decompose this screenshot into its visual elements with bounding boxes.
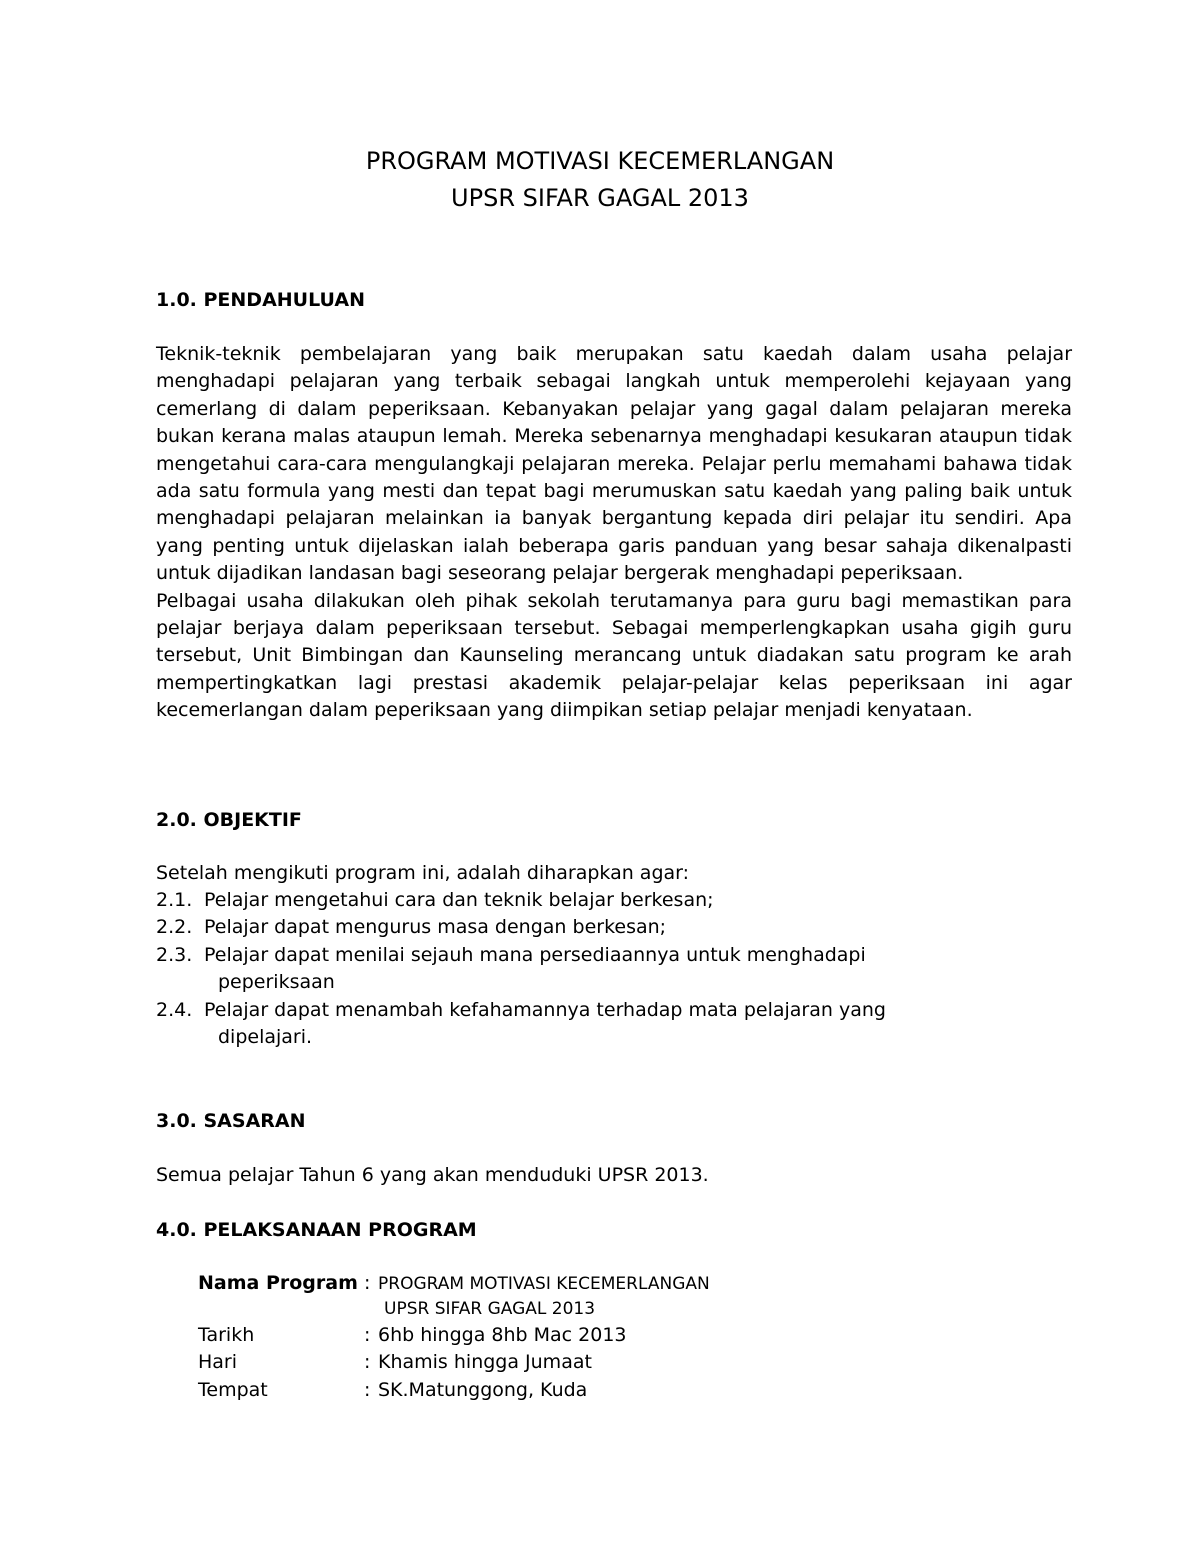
objektif-item-body xyxy=(204,942,986,997)
program-colon: : xyxy=(364,1378,371,1401)
document-title-line-1: PROGRAM MOTIVASI KECEMERLANGAN xyxy=(365,147,835,175)
program-value-nama xyxy=(374,1270,710,1322)
objektif-item-text: Pelajar mengetahui cara dan teknik belajar berkesan; xyxy=(204,889,714,911)
objektif-item-number: 2.1. xyxy=(156,889,193,911)
objektif-item-number: 2.3. xyxy=(156,943,193,966)
program-row-tempat xyxy=(198,1377,710,1404)
program-label-tempat: Tempat xyxy=(198,1378,268,1401)
pendahuluan-body xyxy=(156,341,1072,725)
program-row-hari xyxy=(198,1349,710,1376)
program-label-hari: Hari xyxy=(198,1351,238,1374)
objektif-item xyxy=(156,887,986,914)
objektif-list xyxy=(156,887,986,1051)
program-value-tarikh: 6hb hingga 8hb Mac 2013 xyxy=(378,1324,627,1346)
program-colon: : xyxy=(364,1351,371,1374)
objektif-item-continuation: dipelajari. xyxy=(218,1026,313,1049)
objektif-item-text: Pelajar dapat menambah kefahamannya terhadap mata pelajaran yang xyxy=(204,998,886,1021)
objektif-item xyxy=(156,997,986,1052)
objektif-intro: Setelah mengikuti program ini, adalah diharapkan agar: xyxy=(156,862,690,884)
pendahuluan-paragraph-1: Teknik-teknik pembelajaran yang baik merupakan satu kaedah dalam usaha pelajar menghadapi pelajaran yang terbaik sebagai langkah untuk memperolehi kejayaan yang cemerlang di dalam peperiksaan. Kebanyakan pelajar yang gagal dalam pelajaran mereka bukan kerana malas ataupun lemah. Mereka sebenarnya menghadapi kesukaran ataupun tidak mengetahui cara-cara mengulangkaji pelajaran mereka. Pelajar perlu memahami bahawa tidak ada satu formula yang mesti dan tepat bagi merumuskan satu kaedah yang paling baik untuk menghadapi pelajaran melainkan ia banyak bergantung kepada diri pelajar itu sendiri. Apa yang penting untuk dijelaskan ialah beberapa garis panduan yang besar sahaja dikenalpasti untuk dijadikan landasan bagi seseorang pelajar bergerak menghadapi peperiksaan. xyxy=(156,343,1072,585)
program-colon: : xyxy=(364,1272,371,1294)
program-details-table xyxy=(198,1270,710,1404)
program-row-nama xyxy=(198,1270,710,1322)
pendahuluan-paragraph-2: Pelbagai usaha dilakukan oleh pihak sekolah terutamanya para guru bagi memastikan para pelajar berjaya dalam peperiksaan tersebut. Sebagai memperlengkapkan usaha gigih guru tersebut, Unit Bimbingan dan Kaunseling merancang untuk diadakan satu program ke arah mempertingkatkan lagi prestasi akademik pelajar-pelajar kelas peperiksaan ini agar kecemerlangan dalam peperiksaan yang diimpikan setiap pelajar menjadi kenyataan. xyxy=(156,589,1072,722)
section-heading-pendahuluan: 1.0. PENDAHULUAN xyxy=(156,289,365,311)
program-row-tarikh xyxy=(198,1322,710,1349)
objektif-item xyxy=(156,942,986,997)
section-heading-sasaran: 3.0. SASARAN xyxy=(156,1110,306,1132)
program-value-nama-line-2: UPSR SIFAR GAGAL 2013 xyxy=(384,1299,596,1319)
program-colon: : xyxy=(364,1324,371,1346)
sasaran-text: Semua pelajar Tahun 6 yang akan menduduki UPSR 2013. xyxy=(156,1164,709,1186)
section-heading-pelaksanaan: 4.0. PELAKSANAAN PROGRAM xyxy=(156,1219,477,1241)
objektif-item-body xyxy=(204,997,986,1052)
objektif-item-number: 2.4. xyxy=(156,998,193,1021)
program-value-nama-line-1: PROGRAM MOTIVASI KECEMERLANGAN xyxy=(378,1274,710,1294)
section-heading-objektif: 2.0. OBJEKTIF xyxy=(156,809,302,831)
program-label-nama: Nama Program xyxy=(198,1272,358,1294)
program-value-hari: Khamis hingga Jumaat xyxy=(378,1351,592,1374)
objektif-item-text: Pelajar dapat menilai sejauh mana persediaannya untuk menghadapi xyxy=(204,943,866,966)
objektif-item-text: Pelajar dapat mengurus masa dengan berkesan; xyxy=(204,916,667,939)
document-title-line-2: UPSR SIFAR GAGAL 2013 xyxy=(451,184,749,212)
objektif-item xyxy=(156,914,986,941)
objektif-item-continuation: peperiksaan xyxy=(218,971,335,994)
program-label-tarikh: Tarikh xyxy=(198,1324,255,1346)
program-value-tempat: SK.Matunggong, Kuda xyxy=(378,1378,588,1401)
objektif-item-number: 2.2. xyxy=(156,916,193,939)
